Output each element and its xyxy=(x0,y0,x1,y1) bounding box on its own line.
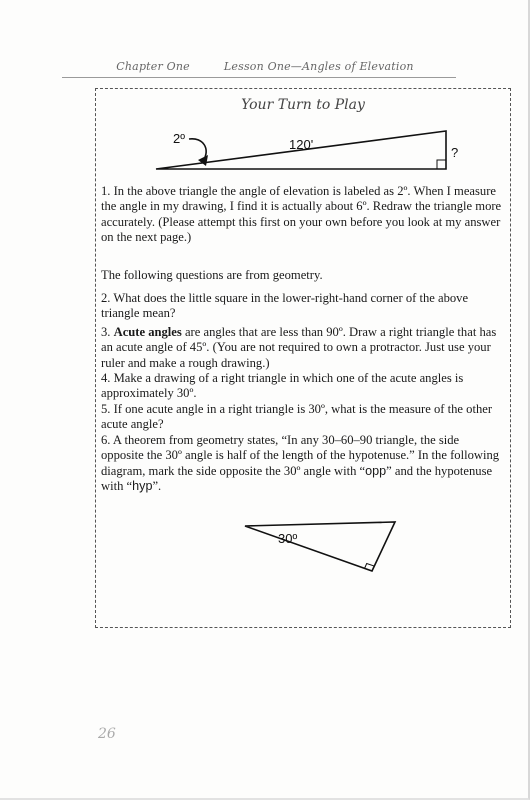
angle-label-30deg: 30º xyxy=(278,531,298,546)
unknown-side-label: ? xyxy=(451,145,459,160)
acute-angles-term: Acute angles xyxy=(113,324,182,339)
hypotenuse-label: 120' xyxy=(289,137,314,152)
arrow-head xyxy=(198,155,208,166)
thirty-sixty-ninety-figure xyxy=(241,519,401,579)
hyp-label: hyp xyxy=(132,478,153,493)
thirty-sixty-ninety-triangle xyxy=(245,522,395,571)
angle-label-2deg: 2º xyxy=(173,131,185,146)
running-head xyxy=(0,60,530,73)
right-angle-marker xyxy=(437,160,446,169)
question-1: 1. In the above triangle the angle of elevation is labeled as 2º. When I measure the angle in my drawing, I find it is actually about 6º. Redraw the triangle more accurately. (Please attempt this first on your own before you look at my answer on the next page.) xyxy=(101,184,502,245)
your-turn-box xyxy=(95,88,511,628)
question-5: 5. If one acute angle in a right triangle is 30º, what is the measure of the other acute angle? xyxy=(101,401,493,432)
page-number: 26 xyxy=(98,726,116,742)
question-text xyxy=(101,184,504,494)
elevation-triangle-figure xyxy=(151,121,471,181)
lesson-label: Lesson One—Angles of Elevation xyxy=(223,60,414,73)
box-title: Your Turn to Play xyxy=(241,97,365,113)
question-6: 6. A theorem from geometry states, “In any 30–60–90 triangle, the side opposite the 30º angle is half of the length of the hypotenuse.” In the following diagram, mark the side opposite the 30º angle with “opp” and the hypotenuse with “hyp”. xyxy=(101,432,500,493)
question-2: 2. What does the little square in the lower-right-hand corner of the above triangle mean? xyxy=(101,291,469,321)
question-3: 3. Acute angles are angles that are less than 90º. Draw a right triangle that has an acute angle of 45º. (You are not required to own a protractor. Just use your ruler and make a rough drawing.) xyxy=(101,324,497,370)
question-4: 4. Make a drawing of a right triangle in which one of the acute angles is approximately 30º. xyxy=(101,371,464,401)
geometry-intro: The following questions are from geometry. xyxy=(101,267,323,282)
right-angle-marker-2 xyxy=(365,564,375,572)
opp-label: opp xyxy=(365,463,387,478)
header-rule xyxy=(62,77,456,78)
chapter-label: Chapter One xyxy=(116,60,190,73)
